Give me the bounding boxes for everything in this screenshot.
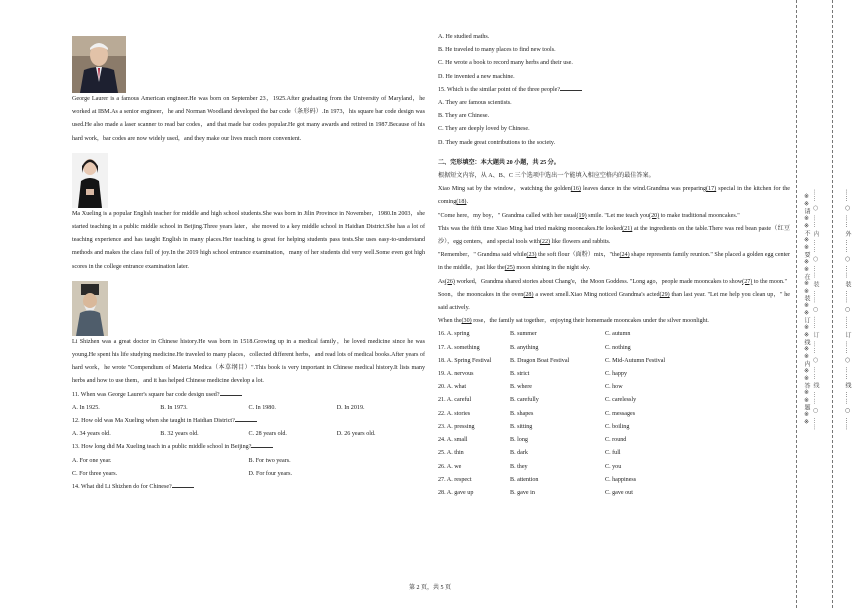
cloze-blank[interactable]: (28) [523, 291, 534, 298]
cloze-choice-row [438, 461, 790, 474]
option-choice[interactable]: B. dark [510, 450, 528, 457]
option-choice[interactable]: C. For three years. [72, 470, 118, 477]
option-choice[interactable]: B. anything [510, 344, 539, 351]
question-options [72, 455, 425, 468]
cloze-choice-row [438, 487, 790, 500]
cloze-paragraph: This was the fifth time Xiao Ming had tried making mooncakes.He looked(21) at the ingredients on the table.There was red bean paste（红豆沙），egg centers，and special tools with(22) like flowers and rabbits. [438, 225, 790, 246]
option-choice[interactable]: D. They made great contributions to the society. [438, 139, 556, 146]
option-choice[interactable]: B. In 1973. [160, 404, 188, 411]
cloze-paragraph: "Remember，" Grandma said while(23) the soft flour（面粉）mix，"the(24) shape represents family reunion." She placed a golden egg center in the middle，just like the(25) moon shining in the night sky. [438, 252, 791, 272]
option-choice[interactable]: B. long [510, 437, 528, 444]
cloze-blank[interactable]: (22) [539, 239, 551, 246]
option-choice[interactable]: B. gave in [510, 489, 535, 496]
option-choice[interactable]: 23. A. pressing [438, 423, 475, 430]
q15-stem: 15. Which is the similar point of the three people? [438, 84, 790, 97]
cloze-choice-row [438, 381, 790, 394]
option-choice[interactable]: D. In 2019. [336, 404, 365, 411]
cloze-blank[interactable]: (19) [576, 212, 587, 219]
answer-blank[interactable] [235, 415, 257, 422]
option-choice[interactable]: 24. A. small [438, 437, 468, 444]
cloze-blank[interactable]: (18) [456, 199, 467, 206]
option-choice[interactable]: C. gave out [605, 489, 633, 496]
cloze-blank[interactable]: (23) [526, 252, 537, 259]
cloze-blank[interactable]: (26) [444, 278, 455, 285]
cloze-paragraph: Xiao Ming sat by the window，watching the golden(16) leaves dance in the wind.Grandma was preparing(17) special in the kitchen for the coming(18). [438, 186, 791, 206]
question-options [72, 468, 425, 481]
option-choice[interactable]: B. they [510, 463, 528, 470]
cloze-blank[interactable]: (27) [742, 278, 753, 285]
option-choice[interactable]: C. happy [605, 371, 628, 378]
cloze-blank[interactable]: (16) [570, 186, 581, 193]
cloze-blank[interactable]: (20) [649, 212, 660, 219]
cloze-choice-row [438, 355, 790, 368]
option-choice[interactable]: C. how [605, 384, 623, 391]
option-choice[interactable]: 21. A. careful [438, 397, 472, 404]
option-choice[interactable]: 27. A. respect [438, 476, 472, 483]
answer-blank[interactable] [172, 481, 194, 488]
option-choice[interactable]: C. He wrote a book to record many herbs and their use. [438, 60, 573, 67]
binding-outer-marks: …… ○ …… 外 …… ○ …… 装 …… ○ …… 订 …… ○ …… 线 …… ○ …… [844, 189, 851, 431]
cloze-paragraph: When the(30) rose，the family sat together，enjoying their homemade mooncakes under the silver moonlight. [438, 318, 709, 325]
option-choice[interactable]: C. you [605, 463, 622, 470]
cloze-passage [438, 183, 790, 328]
option-choice[interactable]: C. happiness [605, 476, 637, 483]
option-choice[interactable]: C. They are deeply loved by Chinese. [438, 126, 530, 133]
option-choice[interactable]: C. full [605, 450, 621, 457]
binding-dashed-line-outer [832, 0, 833, 608]
option-choice[interactable]: A. For one year. [72, 457, 112, 464]
left-questions [72, 389, 425, 495]
option-choice[interactable]: 26. A. we [438, 463, 462, 470]
answer-blank[interactable] [220, 389, 242, 396]
left-column [72, 36, 425, 494]
section-2-title: 二、完形填空：本大题共 20 小题，共 25 分。 [438, 159, 560, 166]
answer-blank[interactable] [251, 441, 273, 448]
page-footer: 第 2 页，共 5 页 [408, 585, 451, 591]
option-choice[interactable]: B. 32 years old. [160, 431, 199, 438]
option-choice[interactable]: B. For two years. [248, 457, 291, 464]
bio-li-shizhen: Li Shizhen was a great doctor in Chinese history.He was born in 1518.Growing up in a medical family，he loved medicine since he was young.He spent his life studying medicine.He traveled to many places，collected different herbs，and read lots of medical books.After years of hard work，he wrote "Compendium of Materia Medica（本草纲目）".This book is very important in Chinese medical history.It lists many herbs and how to use them，and it has helped Chinese medicine develop a lot. [72, 338, 425, 385]
option-choice[interactable]: 28. A. gave up [438, 489, 474, 496]
cloze-blank[interactable]: (21) [622, 225, 633, 232]
option-choice[interactable]: A. In 1925. [72, 404, 100, 411]
cloze-choice-row [438, 447, 790, 460]
portrait-george-laurer [72, 36, 126, 93]
option-choice[interactable]: C. autumn [605, 331, 631, 338]
option-choice[interactable]: C. nothing [605, 344, 631, 351]
cloze-blank[interactable]: (30) [461, 318, 472, 325]
option-choice[interactable]: C. round [605, 437, 627, 444]
right-column [438, 31, 790, 500]
option-choice[interactable]: 19. A. nervous [438, 371, 474, 378]
option-choice[interactable]: 25. A. thin [438, 450, 464, 457]
cloze-blank[interactable]: (24) [619, 252, 630, 259]
option-choice[interactable]: C. carelessly [605, 397, 637, 404]
cloze-choices [438, 328, 790, 500]
option-choice[interactable]: C. messages [605, 410, 636, 417]
option-choice[interactable]: D. 26 years old. [336, 431, 376, 438]
option-choice[interactable]: B. He traveled to many places to find new tools. [438, 47, 556, 54]
option-choice[interactable]: B. Dragon Boat Festival [510, 357, 570, 364]
option-choice[interactable]: C. In 1980. [248, 404, 276, 411]
option-choice[interactable]: A. He studied maths. [438, 34, 490, 40]
option-choice[interactable]: B. sitting [510, 423, 533, 430]
question-stem: 12. How old was Ma Xueling when she taught in Haidian District? [72, 415, 425, 428]
option-choice[interactable]: B. where [510, 384, 532, 391]
cloze-blank[interactable]: (25) [504, 265, 515, 272]
cloze-choice-row [438, 474, 790, 487]
bio-george-laurer: George Laurer is a famous American engineer.He was born on September 23，1925.After graduating from the University of Maryland，he worked at IBM.As a senior engineer，he and Norman Woodland developed the bar code（条形码）.In 1973，his square bar code design was used.He also made a laser scanner to read bar codes，and that made bar codes popular.He got many awards and retired in 1987.Because of his hard work，bar codes are now widely used，and they make our lives much more convenient. [72, 96, 425, 142]
cloze-choice-row [438, 408, 790, 421]
option-choice[interactable]: B. summer [510, 331, 537, 338]
cloze-paragraph: As(26) worked，Grandma shared stories about Chang'e，the Moon Goddess. "Long ago，people made mooncakes to show(27) to the moon." [438, 278, 787, 285]
cloze-choice-row [438, 368, 790, 381]
cloze-blank[interactable]: (29) [659, 291, 670, 298]
option-choice[interactable]: D. He invented a new machine. [438, 73, 515, 80]
question-stem: 11. When was George Laurer's square bar code design used? [72, 389, 425, 402]
section-2-instruction: 根据短文内容，从 A、B、C 三个选项中选出一个能填入相应空格内的最佳答案。 [438, 173, 655, 180]
portrait-ma-xueling [72, 153, 108, 208]
option-choice[interactable]: 20. A. what [438, 384, 467, 391]
option-choice[interactable]: B. They are Chinese. [438, 113, 490, 120]
question-stem: 14. What did Li Shizhen do for Chinese? [72, 481, 425, 494]
option-choice[interactable]: C. 28 years old. [248, 431, 287, 438]
q15-options [438, 97, 790, 150]
bio-ma-xueling: Ma Xueling is a popular English teacher for middle and high school students.She was born in Jilin Province in November，1980.In 2003，she started teaching in a public middle school in Beijing.Three years later，she moved to a key middle school in Haidian District.She has a lot of teaching experience and has taught English in many places.Her teaching is great for helping students pass tests.She uses easy-to-understand methods and makes the class full of joy.In the 2019 high school entrance examination，many of her students did very well.Some even got high scores in the college entrance examination later. [72, 210, 425, 270]
cloze-paragraph: Soon，the mooncakes in the oven(28) a sweet smell.Xiao Ming noticed Grandma's acted(29) than last year. "Let me help you clean up，" he said actively. [438, 291, 790, 312]
option-choice[interactable]: A. They are famous scientists. [438, 100, 512, 107]
cloze-paragraph: "Come here，my boy，" Grandma called with her usual(19) smile. "Let me teach you(20) to make traditional mooncakes." [438, 212, 740, 219]
option-choice[interactable]: D. For four years. [248, 470, 292, 477]
binding-notice: …… ○ …… 内 …… ○ …… 装 …… ○ …… 订 …… ○ …… 线 …… ○ …… ※※请※※不※※要※※在※※装※※订※※线※※内※※答※※题※※ [803, 189, 819, 431]
portrait-li-shizhen [72, 281, 108, 336]
option-choice[interactable]: B. shapes [510, 410, 534, 417]
question-stem: 13. How long did Ma Xueling teach in a public middle school in Beijing? [72, 441, 425, 454]
option-choice[interactable]: A. 34 years old. [72, 431, 111, 438]
option-choice[interactable]: 18. A. Spring Festival [438, 357, 492, 364]
option-choice[interactable]: B. attention [510, 476, 539, 483]
cloze-choice-row [438, 342, 790, 355]
q14-options [438, 31, 790, 84]
option-choice[interactable]: 22. A. stories [438, 410, 471, 417]
question-options [72, 402, 425, 415]
question-options [72, 428, 425, 441]
option-choice[interactable]: B. carefully [510, 397, 539, 404]
option-choice[interactable]: 17. A. something [438, 344, 480, 351]
cloze-choice-row [438, 394, 790, 407]
option-choice[interactable]: C. Mid-Autumn Festival [605, 357, 666, 364]
option-choice[interactable]: B. strict [510, 371, 530, 378]
option-choice[interactable]: C. boiling [605, 423, 630, 430]
cloze-choice-row [438, 328, 790, 341]
cloze-choice-row [438, 434, 790, 447]
option-choice[interactable]: 16. A. spring [438, 331, 470, 338]
cloze-choice-row [438, 421, 790, 434]
binding-dashed-line [796, 0, 797, 608]
cloze-blank[interactable]: (17) [706, 186, 717, 193]
